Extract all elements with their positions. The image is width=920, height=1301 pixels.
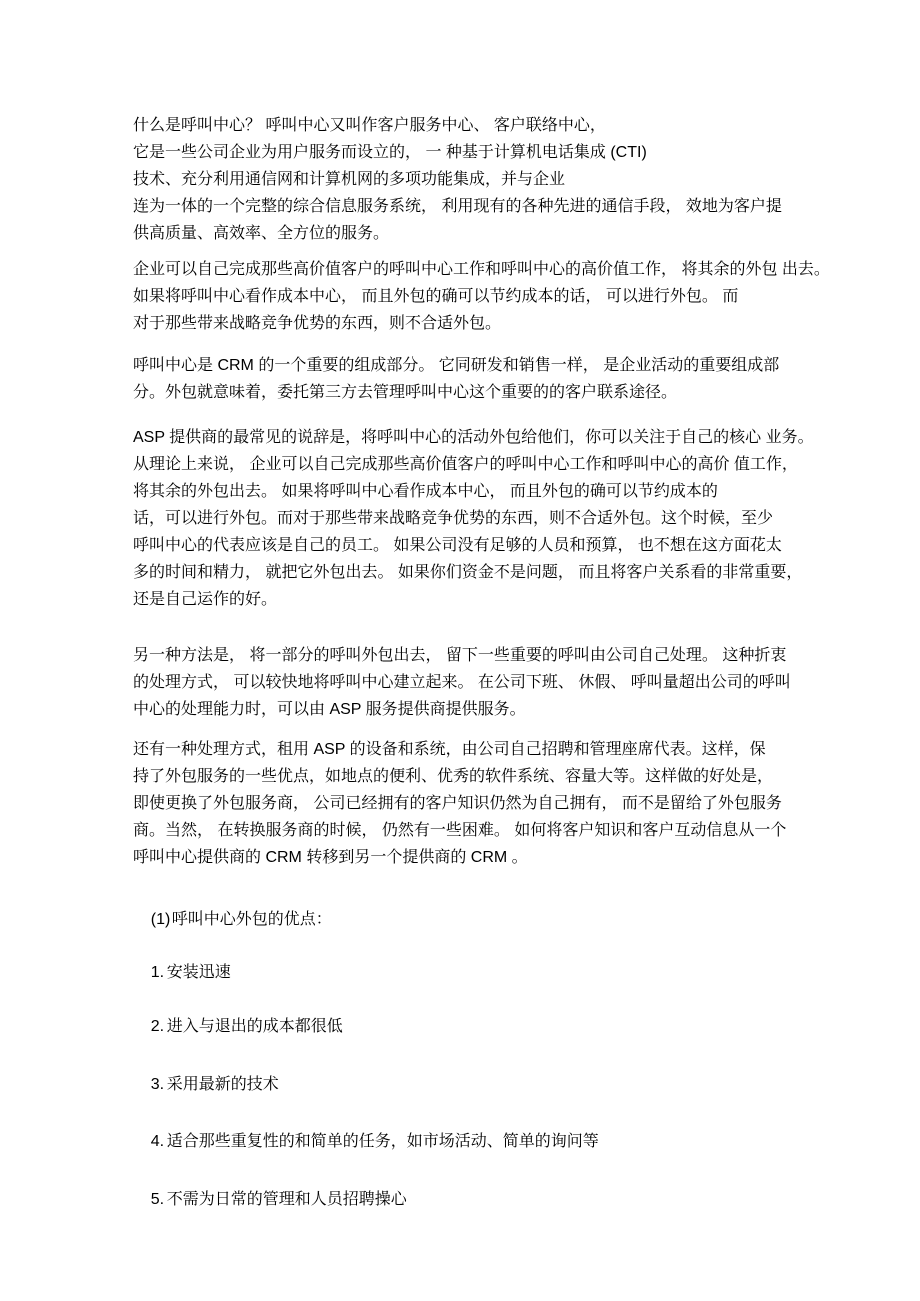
text-line: 如果将呼叫中心看作成本中心， 而且外包的确可以节约成本的话， 可以进行外包。 而 — [133, 288, 739, 305]
text-line: 持了外包服务的一些优点，如地点的便利、优秀的软件系统、容量大等。这样做的好处是， — [133, 768, 774, 785]
text-line: 呼叫中心提供商的 CRM 转移到另一个提供商的 CRM 。 — [133, 849, 528, 866]
item-text: 进入与退出的成本都很低 — [166, 1018, 343, 1035]
paragraph-rent-asp-equipment — [133, 736, 786, 871]
text-line: 将其余的外包出去。 如果将呼叫中心看作成本中心， 而且外包的确可以节约成本的 — [133, 483, 718, 500]
text-line: ASP 提供商的最常见的说辞是，将呼叫中心的活动外包给他们，你可以关注于自己的核心 业务。 — [133, 429, 814, 446]
text-line: 它是一些公司企业为用户服务而设立的， 一 种基于计算机电话集成 (CTI) — [133, 144, 647, 161]
item-marker: 4. — [150, 1133, 165, 1150]
paragraph-what-is-call-center — [133, 112, 782, 247]
heading-text: 呼叫中心外包的优点： — [171, 911, 332, 928]
text-line: 技术、充分利用通信网和计算机网的多项功能集成，并与企业 — [133, 171, 566, 188]
text-line: 连为一体的一个完整的综合信息服务系统， 利用现有的各种先进的通信手段， 效地为客户提 — [133, 198, 782, 215]
item-marker: 3. — [150, 1076, 165, 1093]
text-line: 供高质量、高效率、全方位的服务。 — [133, 225, 390, 242]
item-text: 安装迅速 — [166, 964, 231, 981]
advantage-item-5 — [133, 1159, 407, 1240]
item-text: 采用最新的技术 — [166, 1076, 279, 1093]
paragraph-crm-component — [133, 352, 779, 406]
paragraph-asp-pitch — [133, 424, 814, 613]
text-line: 中心的处理能力时，可以由 ASP 服务提供商提供服务。 — [133, 701, 526, 718]
item-marker: 1. — [150, 964, 165, 981]
heading-marker: (1) — [150, 911, 171, 928]
item-text: 不需为日常的管理和人员招聘操心 — [166, 1191, 407, 1208]
item-text: 适合那些重复性的和简单的任务，如市场活动、简单的询问等 — [166, 1133, 599, 1150]
text-line: 从理论上来说， 企业可以自己完成那些高价值客户的呼叫中心工作和呼叫中心的高价 值工作， — [133, 456, 798, 473]
text-line: 另一种方法是， 将一部分的呼叫外包出去， 留下一些重要的呼叫由公司自己处理。 这种折衷 — [133, 647, 787, 664]
text-line: 还是自己运作的好。 — [133, 591, 278, 608]
text-line: 还有一种处理方式，租用 ASP 的设备和系统，由公司自己招聘和管理座席代表。这样，保 — [133, 741, 766, 758]
paragraph-outsourcing-choice — [133, 256, 830, 337]
text-line: 什么是呼叫中心？ 呼叫中心又叫作客户服务中心、 客户联络中心， — [133, 117, 606, 134]
item-marker: 2. — [150, 1018, 165, 1035]
text-line: 呼叫中心是 CRM 的一个重要的组成部分。 它同研发和销售一样， 是企业活动的重要组成部 — [133, 357, 780, 374]
text-line: 分。外包就意味着，委托第三方去管理呼叫中心这个重要的的客户联系途径。 — [133, 384, 678, 401]
text-line: 的处理方式， 可以较快地将呼叫中心建立起来。 在公司下班、 休假、 呼叫量超出公司的呼叫 — [133, 674, 791, 691]
text-line: 对于那些带来战略竞争优势的东西，则不合适外包。 — [133, 315, 502, 332]
text-line: 多的时间和精力， 就把它外包出去。 如果你们资金不是问题， 而且将客户关系看的非常重要， — [133, 564, 803, 581]
text-line: 即使更换了外包服务商， 公司已经拥有的客户知识仍然为自己拥有， 而不是留给了外包服务 — [133, 795, 782, 812]
text-line: 企业可以自己完成那些高价值客户的呼叫中心工作和呼叫中心的高价值工作， 将其余的外包 出去。 — [133, 261, 830, 278]
text-line: 话，可以进行外包。而对于那些带来战略竞争优势的东西，则不合适外包。这个时候，至少 — [133, 510, 774, 527]
text-line: 呼叫中心的代表应该是自己的员工。 如果公司没有足够的人员和预算， 也不想在这方面花太 — [133, 537, 782, 554]
paragraph-partial-outsourcing — [133, 642, 791, 723]
item-marker: 5. — [150, 1191, 165, 1208]
text-line: 商。当然， 在转换服务商的时候， 仍然有一些困难。 如何将客户知识和客户互动信息从一个 — [133, 822, 787, 839]
